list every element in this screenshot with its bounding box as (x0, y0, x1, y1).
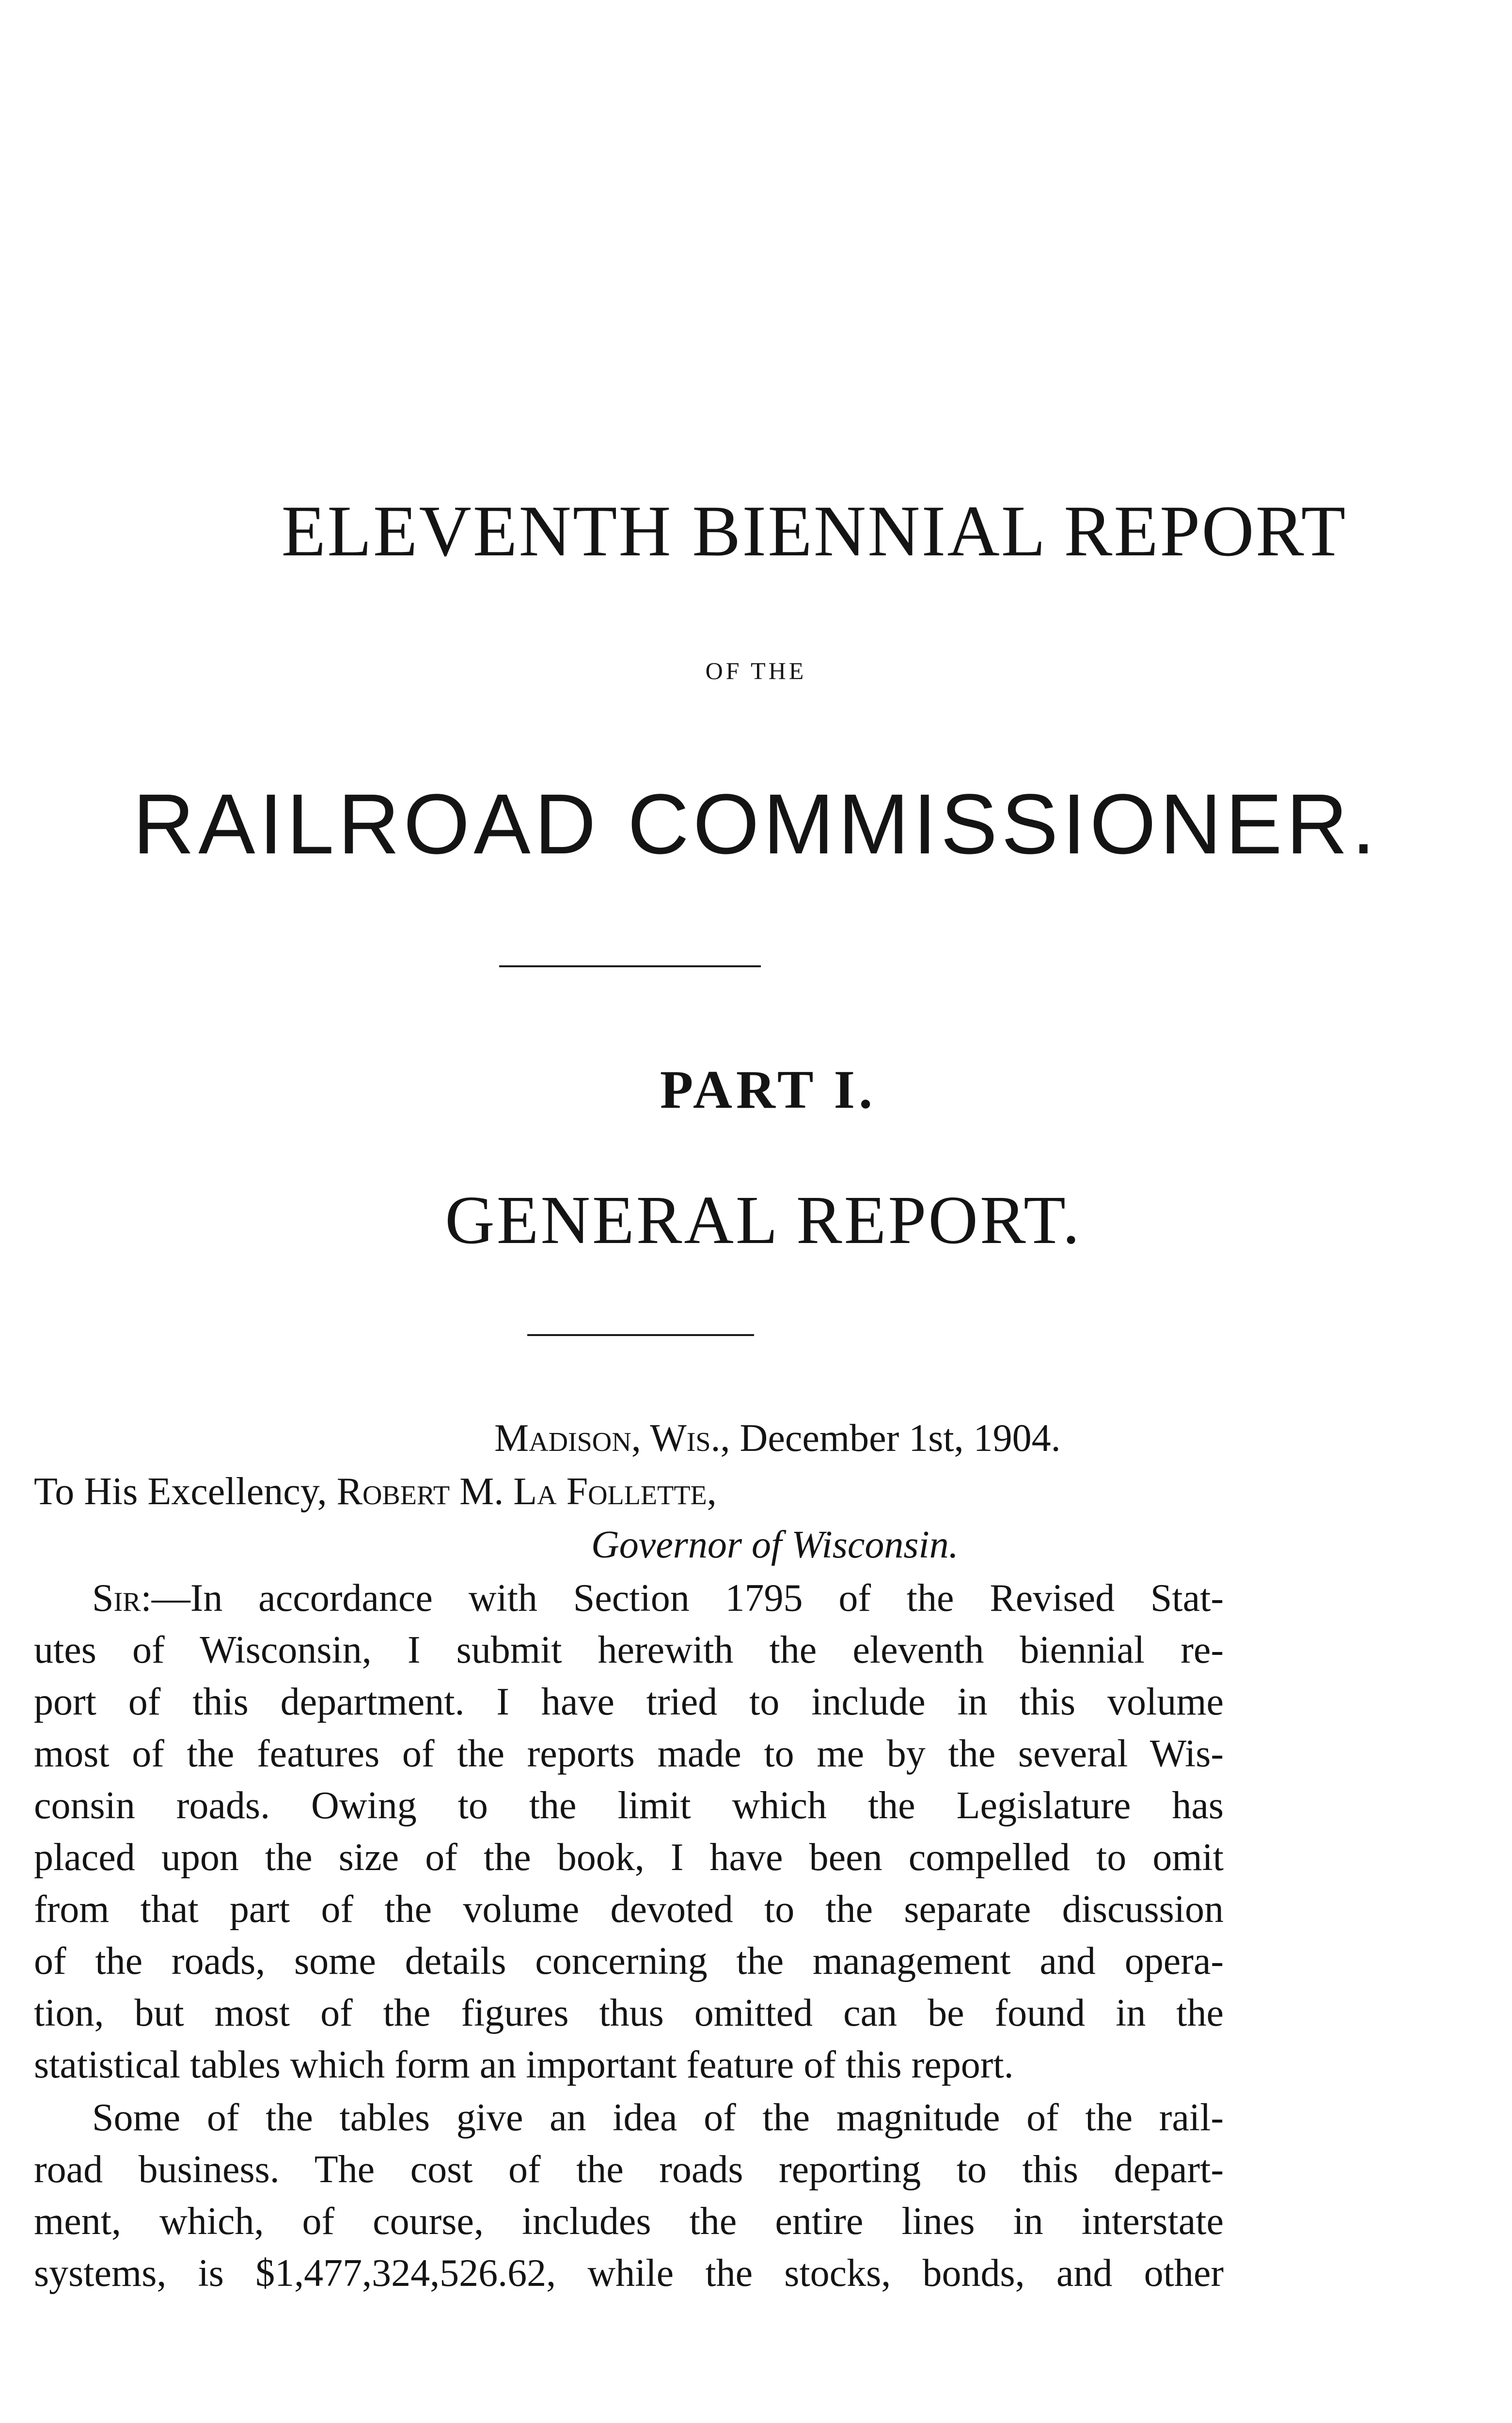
letter-dateline (494, 1413, 1061, 1464)
salutation-sir: Sir (92, 1577, 141, 1620)
dateline-date: December 1st, 1904. (740, 1417, 1061, 1460)
paragraph-line: road business. The cost of the roads reporting to this depart- (34, 2148, 1224, 2191)
report-title-subject: RAILROAD COMMISSIONER. (133, 777, 1379, 872)
paragraph-line: ment, which, of course, includes the entire lines in interstate (34, 2200, 1224, 2243)
paragraph-line: most of the features of the reports made to me by the several Wis- (34, 1732, 1224, 1775)
paragraph-line: from that part of the volume devoted to the separate discussion (34, 1888, 1224, 1931)
paragraph-line: tion, but most of the figures thus omitted can be found in the (34, 1992, 1224, 2034)
report-title-connector: OF THE (705, 657, 807, 684)
salutation-name: Robert M. La Follette, (336, 1470, 717, 1513)
paragraph-line: of the roads, some details concerning the management and opera- (34, 1940, 1224, 1982)
paragraph-line: statistical tables which form an important feature of this report. (34, 2044, 1014, 2086)
paragraph-line: Some of the tables give an idea of the magnitude of the rail- (92, 2096, 1224, 2139)
paragraph-line: port of this department. I have tried to include in this volume (34, 1681, 1224, 1723)
paragraph-line: placed upon the size of the book, I have been compelled to omit (34, 1836, 1224, 1879)
paragraph-line: systems, is $1,477,324,526.62, while the stocks, bonds, and other (34, 2252, 1224, 2295)
divider-rule (527, 1334, 754, 1336)
body-paragraph (34, 2092, 1224, 2299)
salutation-prefix: To His Excellency, (34, 1470, 327, 1513)
paragraph-line: consin roads. Owing to the limit which the Legislature has (34, 1784, 1224, 1827)
body-paragraph (34, 1573, 1224, 2091)
section-heading: GENERAL REPORT. (445, 1181, 1082, 1258)
paragraph-line: Sir:—In accordance with Section 1795 of the Revised Stat- (92, 1577, 1224, 1620)
divider-rule (499, 965, 761, 967)
dateline-place: Madison, Wis., (494, 1417, 730, 1460)
addressee-title: Governor of Wisconsin. (591, 1524, 959, 1566)
paragraph-line: utes of Wisconsin, I submit herewith the eleventh biennial re- (34, 1629, 1224, 1671)
part-heading: PART I. (660, 1060, 877, 1120)
report-title: ELEVENTH BIENNIAL REPORT (281, 491, 1347, 571)
letter-salutation (34, 1466, 717, 1518)
